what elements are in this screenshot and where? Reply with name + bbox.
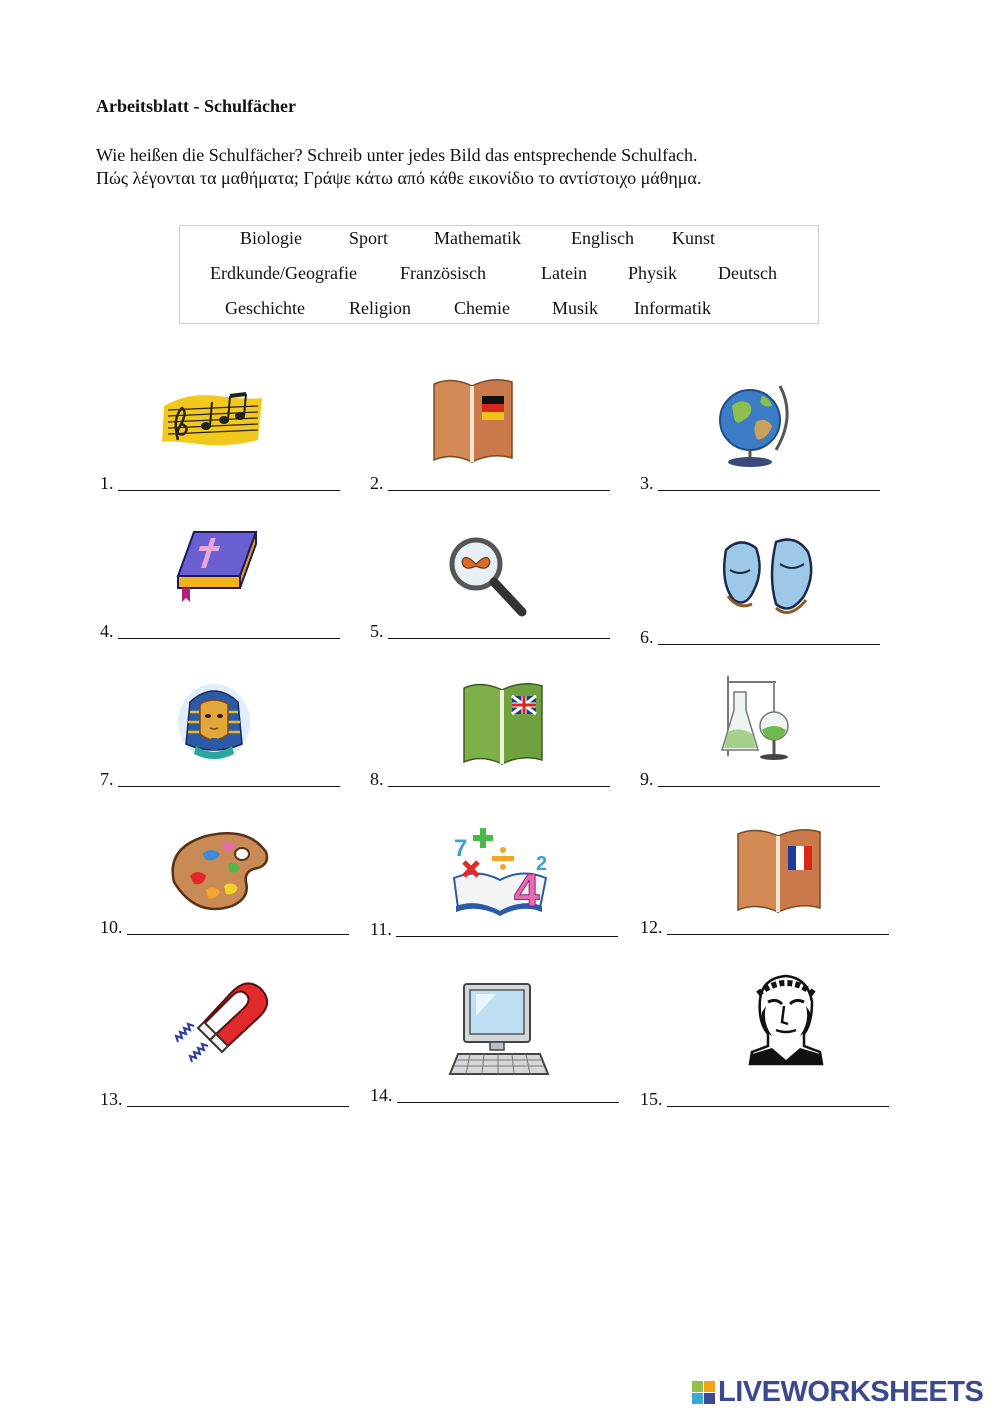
item-number: 10. xyxy=(100,917,123,937)
svg-text:2: 2 xyxy=(536,853,548,875)
word-chemie: Chemie xyxy=(454,298,510,318)
worksheet-title: Arbeitsblatt - Schulfächer xyxy=(96,96,296,116)
svg-text:7: 7 xyxy=(454,835,468,862)
answer-field-14[interactable] xyxy=(370,1084,619,1106)
german-book-icon xyxy=(430,376,516,466)
brand-name: LIVEWORKSHEETS xyxy=(718,1376,984,1408)
computer-icon xyxy=(446,980,552,1078)
answer-field-12[interactable] xyxy=(640,916,889,938)
answer-field-4[interactable] xyxy=(100,620,340,642)
instruction-german: Wie heißen die Schulfächer? Schreib unter jedes Bild das entsprechende Schulfach. xyxy=(96,145,698,165)
answer-field-11[interactable] xyxy=(370,918,618,940)
english-book-icon xyxy=(460,680,546,768)
answer-field-13[interactable] xyxy=(100,1088,349,1110)
paint-palette-icon xyxy=(166,824,270,916)
svg-text:4: 4 xyxy=(514,864,540,916)
french-book-icon xyxy=(734,826,824,916)
sneakers-icon xyxy=(716,530,822,626)
answer-field-7[interactable] xyxy=(100,768,340,790)
answer-field-2[interactable] xyxy=(370,472,610,494)
word-geschichte: Geschichte xyxy=(225,298,305,318)
item-number: 5. xyxy=(370,621,384,641)
caesar-bust-icon xyxy=(746,972,826,1066)
globe-icon xyxy=(710,376,796,468)
answer-field-8[interactable] xyxy=(370,768,610,790)
word-latein: Latein xyxy=(541,263,587,283)
word-mathematik: Mathematik xyxy=(434,228,521,248)
magnifier-butterfly-icon xyxy=(446,534,528,620)
item-number: 15. xyxy=(640,1089,663,1109)
bible-icon xyxy=(174,528,260,604)
answer-field-5[interactable] xyxy=(370,620,610,642)
word-physik: Physik xyxy=(628,263,678,283)
word-bank xyxy=(179,225,819,324)
word-deutsch: Deutsch xyxy=(718,263,777,283)
item-number: 4. xyxy=(100,621,114,641)
item-number: 1. xyxy=(100,473,114,493)
item-number: 9. xyxy=(640,769,654,789)
item-number: 2. xyxy=(370,473,384,493)
item-number: 12. xyxy=(640,917,663,937)
answer-field-10[interactable] xyxy=(100,916,349,938)
answer-field-9[interactable] xyxy=(640,768,880,790)
item-number: 3. xyxy=(640,473,654,493)
magnet-icon xyxy=(164,972,270,1068)
math-book-icon xyxy=(448,824,552,918)
answer-field-3[interactable] xyxy=(640,472,880,494)
item-number: 7. xyxy=(100,769,114,789)
word-kunst: Kunst xyxy=(672,228,716,248)
logo-mark-icon xyxy=(692,1381,716,1405)
pharaoh-mask-icon xyxy=(176,682,252,764)
item-number: 14. xyxy=(370,1085,393,1105)
answer-field-15[interactable] xyxy=(640,1088,889,1110)
instructions xyxy=(96,144,701,190)
word-informatik: Informatik xyxy=(634,298,711,318)
item-number: 8. xyxy=(370,769,384,789)
instruction-greek: Πώς λέγονται τα μαθήματα; Γράψε κάτω από κάθε εικονίδιο το αντίστοιχο μάθημα. xyxy=(96,168,702,188)
lab-flasks-icon xyxy=(712,672,798,760)
item-number: 11. xyxy=(370,919,392,939)
music-notes-icon xyxy=(158,378,266,468)
word-erdkunde: Erdkunde/Geografie xyxy=(210,263,357,283)
word-religion: Religion xyxy=(349,298,411,318)
word-franzoesisch: Französisch xyxy=(400,263,486,283)
answer-field-1[interactable] xyxy=(100,472,340,494)
word-sport: Sport xyxy=(349,228,389,248)
item-number: 13. xyxy=(100,1089,123,1109)
word-musik: Musik xyxy=(552,298,599,318)
item-number: 6. xyxy=(640,627,654,647)
word-englisch: Englisch xyxy=(571,228,634,248)
word-biologie: Biologie xyxy=(240,228,302,248)
answer-field-6[interactable] xyxy=(640,626,880,648)
liveworksheets-logo[interactable] xyxy=(692,1376,983,1409)
